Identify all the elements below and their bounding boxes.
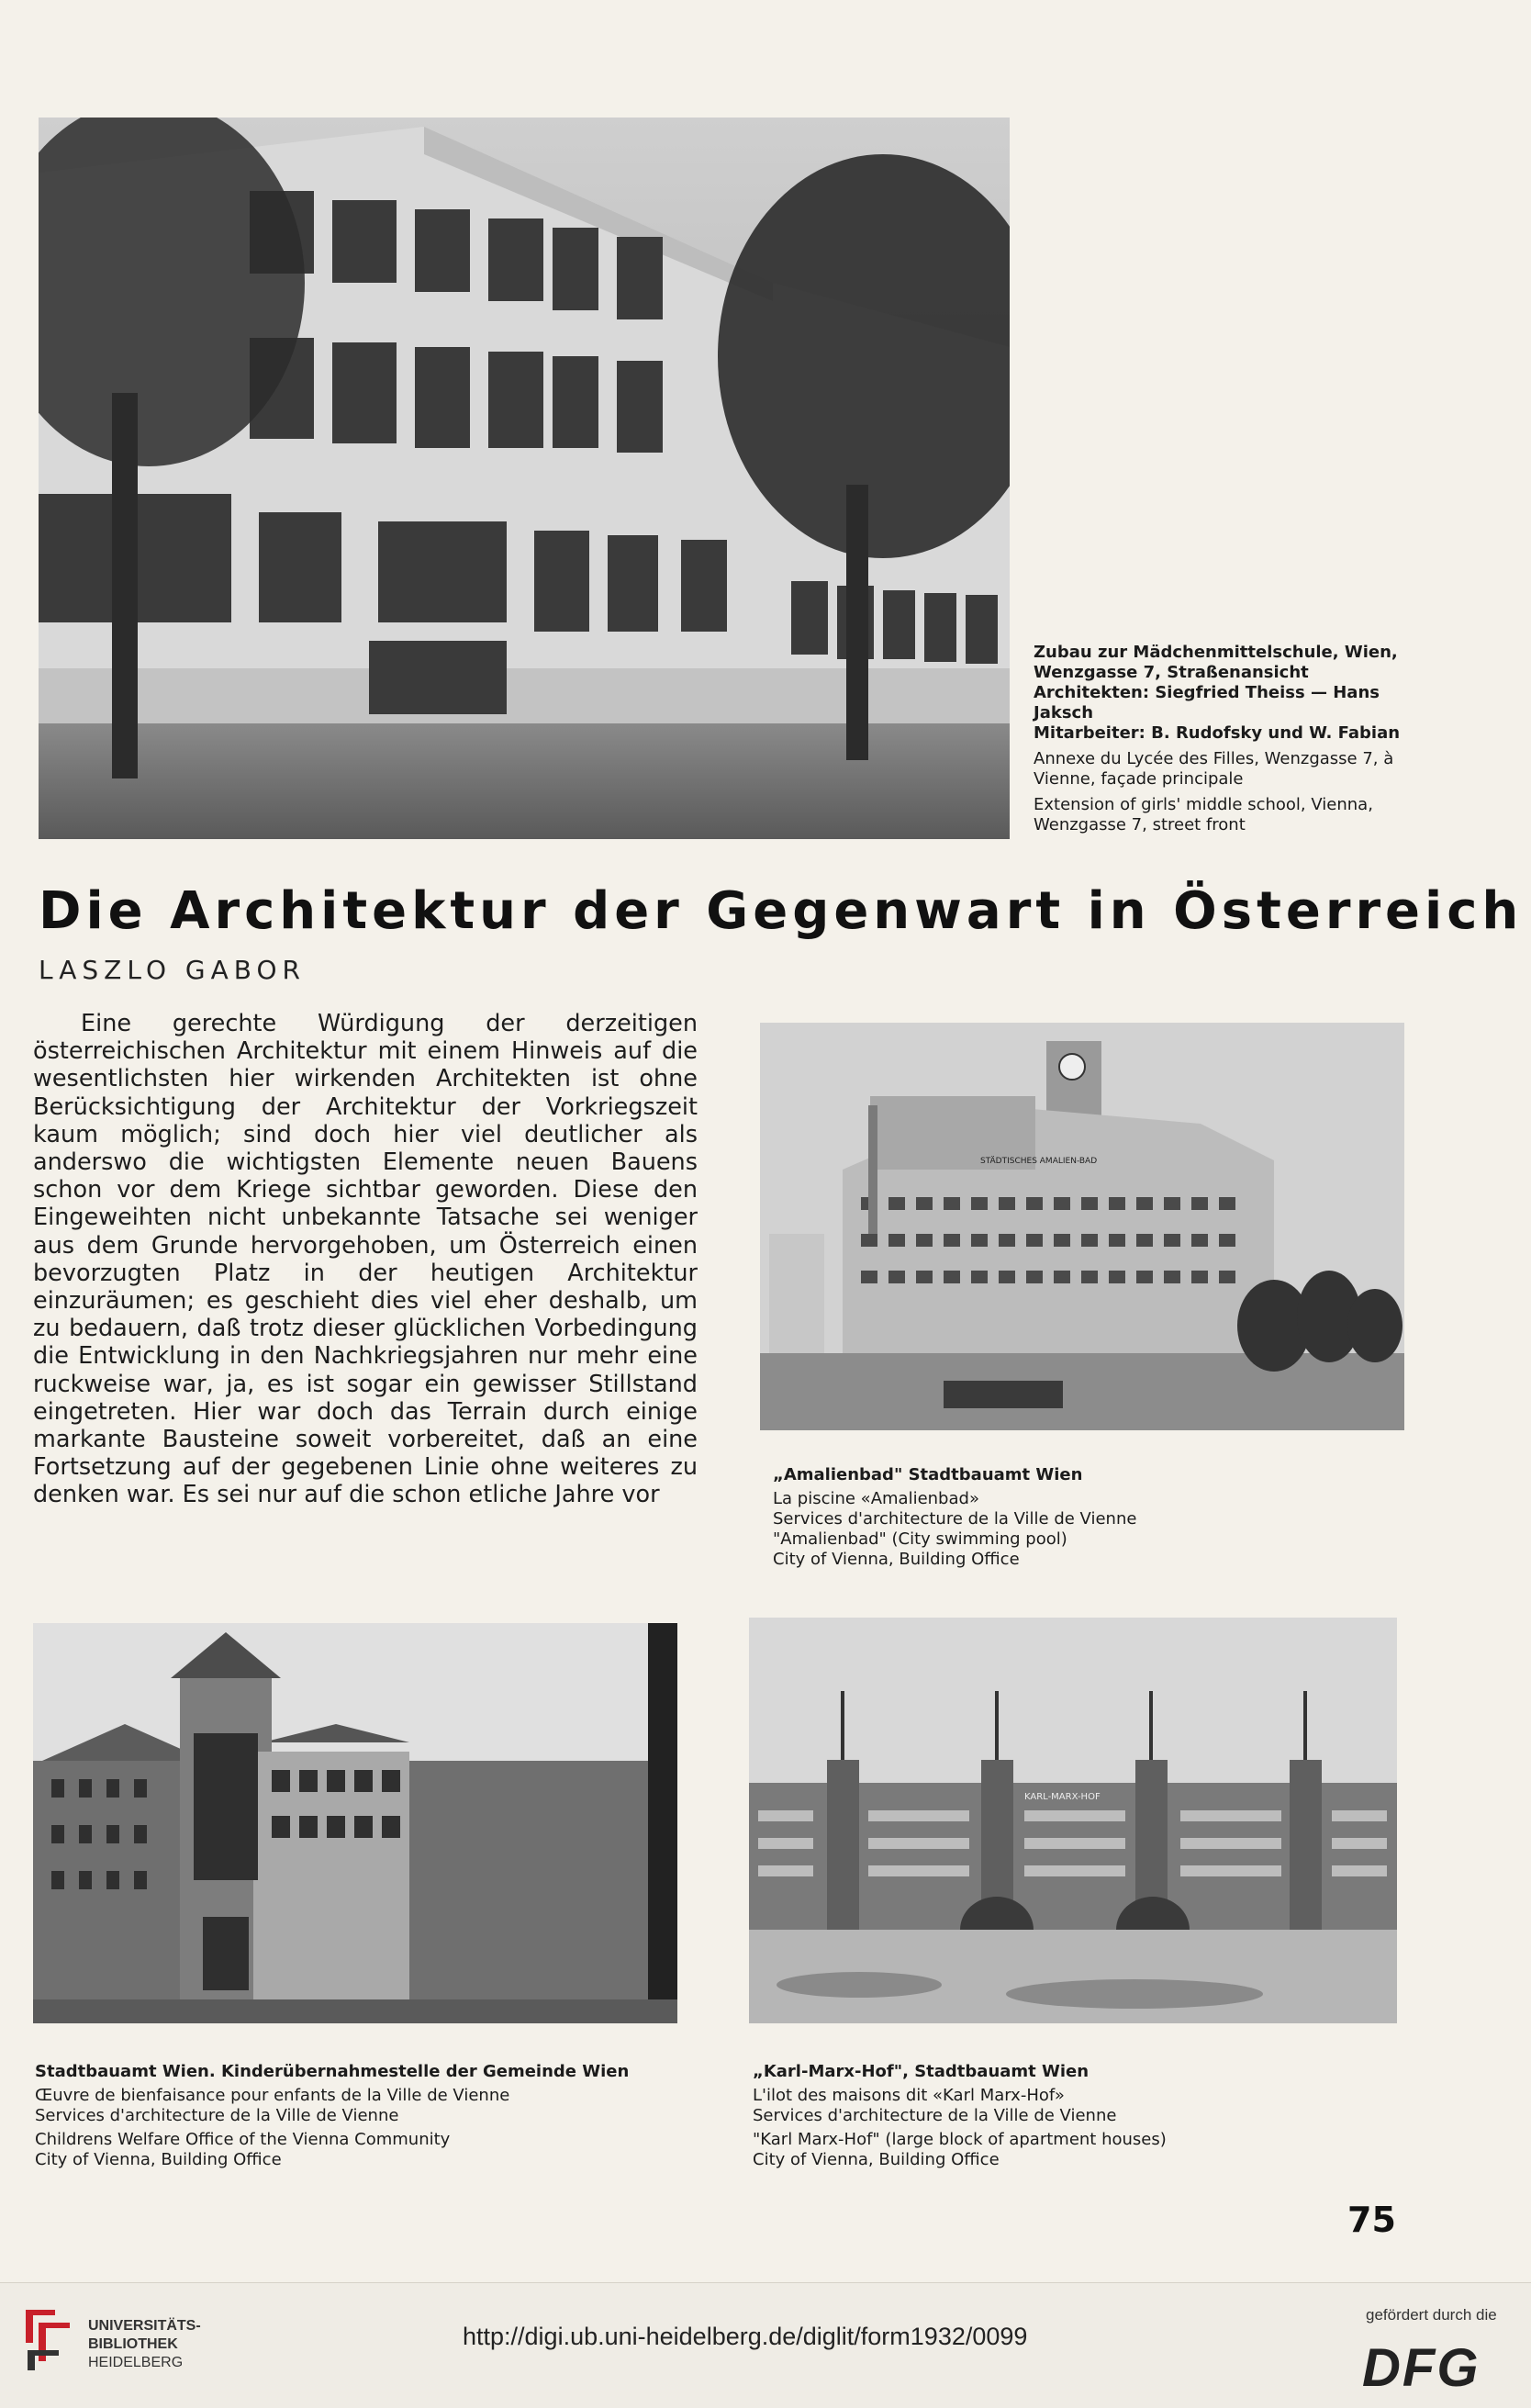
karlmarx-caption-fr-1: L'ilot des maisons dit «Karl Marx-Hof» — [753, 2086, 1065, 2105]
school-caption-architects: Architekten: Siegfried Theiss — Hans Jaksch — [1034, 683, 1380, 722]
kinder-caption-en-1: Childrens Welfare Office of the Vienna Community — [35, 2130, 451, 2149]
amalienbad-caption-en-2: City of Vienna, Building Office — [773, 1550, 1020, 1569]
kinder-photo — [33, 1623, 677, 2023]
karlmarx-caption-de: „Karl-Marx-Hof", Stadtbauamt Wien — [753, 2062, 1090, 2081]
amalienbad-caption-de: „Amalienbad" Stadtbauamt Wien — [773, 1465, 1083, 1484]
footer-url-link[interactable]: http://digi.ub.uni-heidelberg.de/diglit/form1932/0099 — [463, 2323, 1028, 2350]
karlmarx-caption-en-2: City of Vienna, Building Office — [753, 2150, 1000, 2169]
kinder-caption-fr-2: Services d'architecture de la Ville de Vienne — [35, 2106, 399, 2125]
school-caption-title: Zubau zur Mädchenmittelschule, Wien, Wenzgasse 7, Straßenansicht — [1034, 643, 1398, 682]
dfg-funded-label: gefördert durch die — [1366, 2306, 1497, 2324]
kinder-caption-fr-1: Œuvre de bienfaisance pour enfants de la Ville de Vienne — [35, 2086, 510, 2105]
library-line-2: BIBLIOTHEK — [88, 2336, 178, 2352]
article-author: LASZLO GABOR — [39, 955, 306, 985]
karlmarx-sign: KARL-MARX-HOF — [1024, 1792, 1101, 1802]
school-photo-caption — [1034, 643, 1404, 835]
article-title: Die Architektur der Gegenwart in Österreich — [39, 881, 1524, 941]
amalienbad-caption — [773, 1465, 1406, 1570]
kinder-caption-en-2: City of Vienna, Building Office — [35, 2150, 282, 2169]
amalienbad-caption-fr-2: Services d'architecture de la Ville de Vienne — [773, 1509, 1137, 1529]
school-caption-collaborators: Mitarbeiter: B. Rudofsky und W. Fabian — [1034, 723, 1401, 743]
kinder-caption — [35, 2062, 677, 2170]
ub-heidelberg-logo-text[interactable] — [88, 2317, 201, 2372]
school-photo — [39, 118, 1010, 839]
karlmarx-caption-fr-2: Services d'architecture de la Ville de Vienne — [753, 2106, 1117, 2125]
amalienbad-sign: STÄDTISCHES AMALIEN-BAD — [980, 1157, 1098, 1166]
library-line-1: UNIVERSITÄTS- — [88, 2318, 201, 2334]
page-number: 75 — [1347, 2200, 1396, 2240]
amalienbad-caption-en-1: "Amalienbad" (City swimming pool) — [773, 1529, 1067, 1549]
school-caption-en: Extension of girls' middle school, Vienna, Wenzgasse 7, street front — [1034, 795, 1373, 834]
karlmarx-caption-en-1: "Karl Marx-Hof" (large block of apartment houses) — [753, 2130, 1167, 2149]
ub-heidelberg-logo-icon[interactable] — [18, 2306, 77, 2374]
library-line-3: HEIDELBERG — [88, 2355, 184, 2370]
amalienbad-caption-fr-1: La piscine «Amalienbad» — [773, 1489, 979, 1508]
karlmarx-photo — [749, 1618, 1397, 2023]
karlmarx-caption — [753, 2062, 1395, 2170]
dfg-logo[interactable]: DFG — [1362, 2338, 1481, 2398]
amalienbad-photo — [760, 1023, 1404, 1430]
kinder-caption-de: Stadtbauamt Wien. Kinderübernahmestelle der Gemeinde Wien — [35, 2062, 630, 2081]
article-body: Eine gerechte Würdigung der derzeitigen österreichischen Architektur mit einem Hinweis auf die wesentlichsten hier wirkenden Architekten ist ohne Berücksichtigung der Architektur der Vorkriegszeit kaum möglich; sind doch hier viel deutlicher als anderswo die wichtigsten Elemente neuen Bauens schon vor dem Kriege sichtbar geworden. Diese den Eingeweihten nicht unbekannte Tatsache sei weniger aus dem Grunde hervorgehoben, um Österreich einen bevorzugten Platz in der heutigen Architektur einzuräumen; es geschieht dies viel eher deshalb, um zu bedauern, daß trotz dieser glücklichen Vorbedingung die Entwicklung in den Nachkriegsjahren nur mehr eine ruckweise war, ja, es ist sogar ein gewisser Stillstand eingetreten. Hier war doch das Terrain durch einige markante Bausteine soweit vorbereitet, daß an eine Fortsetzung auf der gegebenen Linie ohne weiteres zu denken war. Es sei nur auf die schon etliche Jahre vor — [33, 1010, 698, 1509]
school-caption-fr: Annexe du Lycée des Filles, Wenzgasse 7, à Vienne, façade principale — [1034, 749, 1394, 789]
